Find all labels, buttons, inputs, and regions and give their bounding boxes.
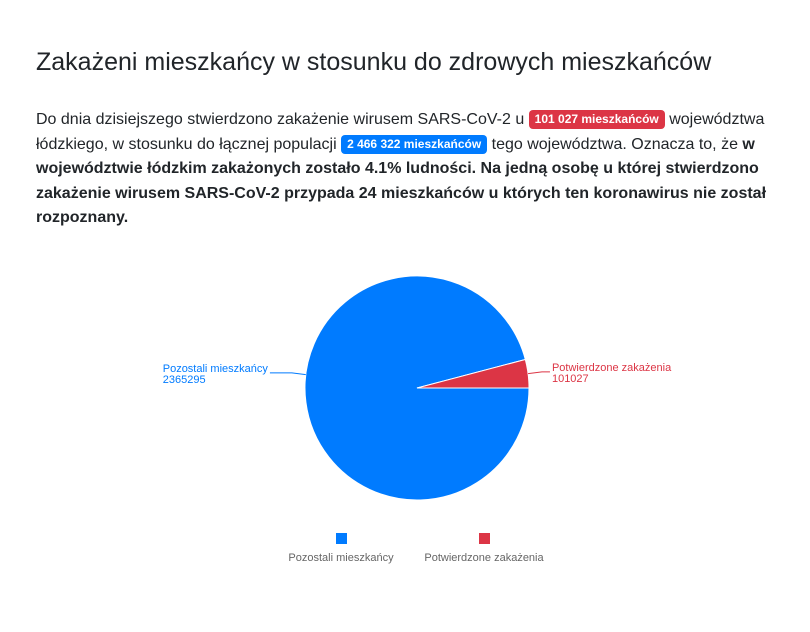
summary-bold-statement: w województwie łódzkim zakażonych zostało 4.1% ludności. Na jedną osobę u której stwierdzono zakażenie wirusem SARS-CoV-2 przypada 24 mieszkańców u których ten koronawirus nie został rozpoznany.: [36, 135, 767, 226]
pie-chart: [0, 250, 810, 520]
legend-swatch-infected: [479, 533, 490, 544]
summary-text-1: Do dnia dzisiejszego stwierdzono zakażenie wirusem SARS-CoV-2 u: [36, 111, 529, 128]
legend-label-healthy: Pozostali mieszkańcy: [288, 552, 394, 564]
infected-count-badge: 101 027 mieszkańców: [529, 110, 665, 129]
main-content: [36, 46, 766, 231]
population-count-badge: 2 466 322 mieszkańców: [341, 135, 487, 154]
legend-item-infected[interactable]: [394, 530, 574, 564]
legend-label-infected: Potwierdzone zakażenia: [424, 552, 544, 564]
label-line-healthy: [270, 373, 306, 375]
page-title: Zakażeni mieszkańcy w stosunku do zdrowych mieszkańców: [36, 48, 712, 76]
label-line-infected: [528, 372, 550, 374]
slice-label-value-healthy: 2365295: [162, 373, 206, 386]
summary-text-2: województwa łódzkiego, w stosunku do łącznej populacji: [36, 111, 765, 153]
summary-paragraph: [36, 108, 766, 231]
slice-label-value-infected: 101027: [551, 372, 589, 385]
summary-text-3: tego województwa. Oznacza to, że: [487, 135, 743, 153]
legend-swatch-healthy: [336, 533, 347, 544]
slice-label-name-infected: Potwierdzone zakażenia: [551, 361, 672, 374]
chart-legend: [0, 530, 810, 570]
slice-label-name-healthy: Pozostali mieszkańcy: [162, 362, 268, 375]
